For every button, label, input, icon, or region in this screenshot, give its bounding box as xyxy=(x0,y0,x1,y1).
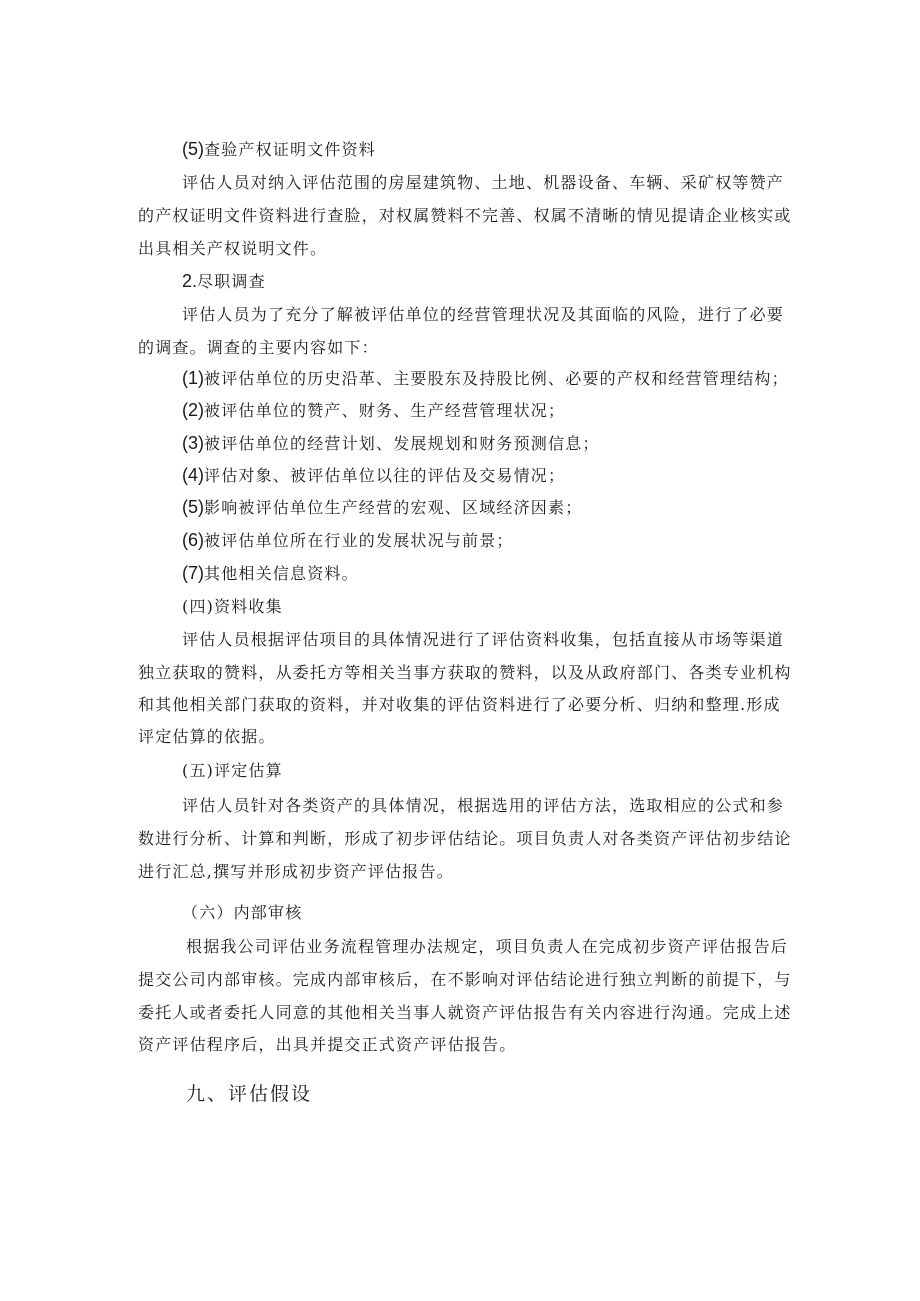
paragraph-line: 进行汇总,撰写并形成初步资产评估报告。 xyxy=(138,862,454,881)
paragraph-line: 根据我公司评估业务流程管理办法规定，项目负责人在完成初步资产评估报告后 xyxy=(186,937,789,956)
paragraph-line: 出具相关产权说明文件。 xyxy=(138,239,328,258)
paragraph-line: 资产评估程序后，出具并提交正式资产评估报告。 xyxy=(138,1035,517,1054)
subsection-heading-6: （六）内部审核 xyxy=(182,903,303,922)
paragraph-line: 评估人员针对各类资产的具体情况，根据选用的评估方法，选取相应的公式和参 xyxy=(182,796,785,815)
list-item-number: (1) xyxy=(182,368,204,388)
paragraph-line: 评估人员对纳入评估范围的房屋建筑物、土地、机器设备、车辆、采矿权等赞产 xyxy=(182,173,785,192)
list-item xyxy=(182,530,514,551)
heading-text: 尽职调查 xyxy=(197,272,266,291)
paragraph-line: 委托人或者委托人同意的其他相关当事人就资产评估报告有关内容进行沟通。完成上述 xyxy=(138,1003,792,1022)
subsection-heading-4: (四)资料收集 xyxy=(182,597,283,616)
list-item-text: 被评估单位的赞产、财务、生产经营管理状况； xyxy=(204,401,566,420)
list-item-number: (6) xyxy=(182,530,204,550)
section-heading-2 xyxy=(182,271,266,292)
subsection-heading-5 xyxy=(182,139,376,160)
paragraph-line: 评估人员为了充分了解被评估单位的经营管理状况及其面临的风险，进行了必要 xyxy=(182,305,785,324)
list-item xyxy=(182,433,600,454)
list-item-text: 被评估单位所在行业的发展状况与前景； xyxy=(204,531,514,550)
list-item xyxy=(182,465,565,486)
paragraph-line: 评估人员根据评估项目的具体情况进行了评估资料收集，包括直接从市场等渠道 xyxy=(182,630,785,649)
paragraph-line: 和其他相关部门获取的资料，并对收集的评估资料进行了必要分析、归纳和整理.形成 xyxy=(138,695,781,714)
list-item-number: (2) xyxy=(182,400,204,420)
section-heading-9: 九、评估假设 xyxy=(186,1083,313,1105)
list-item xyxy=(182,400,565,421)
list-item xyxy=(182,368,789,389)
subsection-heading-5b: (五)评定估算 xyxy=(182,761,283,780)
list-item-text: 评估对象、被评估单位以往的评估及交易情况； xyxy=(204,466,566,485)
list-item-number: (7) xyxy=(182,563,204,583)
list-item-text: 被评估单位的经营计划、发展规划和财务预测信息； xyxy=(204,434,600,453)
list-item-number: (3) xyxy=(182,433,204,453)
paragraph-line: 提交公司内部审核。完成内部审核后，在不影响对评估结论进行独立判断的前提下，与 xyxy=(138,970,792,989)
paragraph-line: 数进行分析、计算和判断，形成了初步评估结论。项目负责人对各类资产评估初步结论 xyxy=(138,829,792,848)
list-item-number: (4) xyxy=(182,465,204,485)
paragraph-line: 独立获取的赞料，从委托方等相关当事方获取的赞料，以及从政府部门、各类专业机构 xyxy=(138,663,792,682)
paragraph-line: 的调查。调查的主要内容如下： xyxy=(138,338,379,357)
heading-text: 查验产权证明文件资料 xyxy=(204,140,377,159)
list-item-text: 其他相关信息资料。 xyxy=(204,564,359,583)
heading-number: 2. xyxy=(182,271,198,291)
list-item-text: 被评估单位的历史沿革、主要股东及持股比例、必要的产权和经营管理结构； xyxy=(204,369,789,388)
heading-number: (5) xyxy=(182,139,204,159)
list-item-number: (5) xyxy=(182,497,204,517)
list-item xyxy=(182,563,359,584)
list-item xyxy=(182,497,582,518)
paragraph-line: 的产权证明文件资料进行查脸，对权属赞料不完善、权属不清晰的情见提请企业核实或 xyxy=(138,206,792,225)
paragraph-line: 评定估算的依据。 xyxy=(138,727,276,746)
list-item-text: 影响被评估单位生产经营的宏观、区域经济因素； xyxy=(204,498,583,517)
